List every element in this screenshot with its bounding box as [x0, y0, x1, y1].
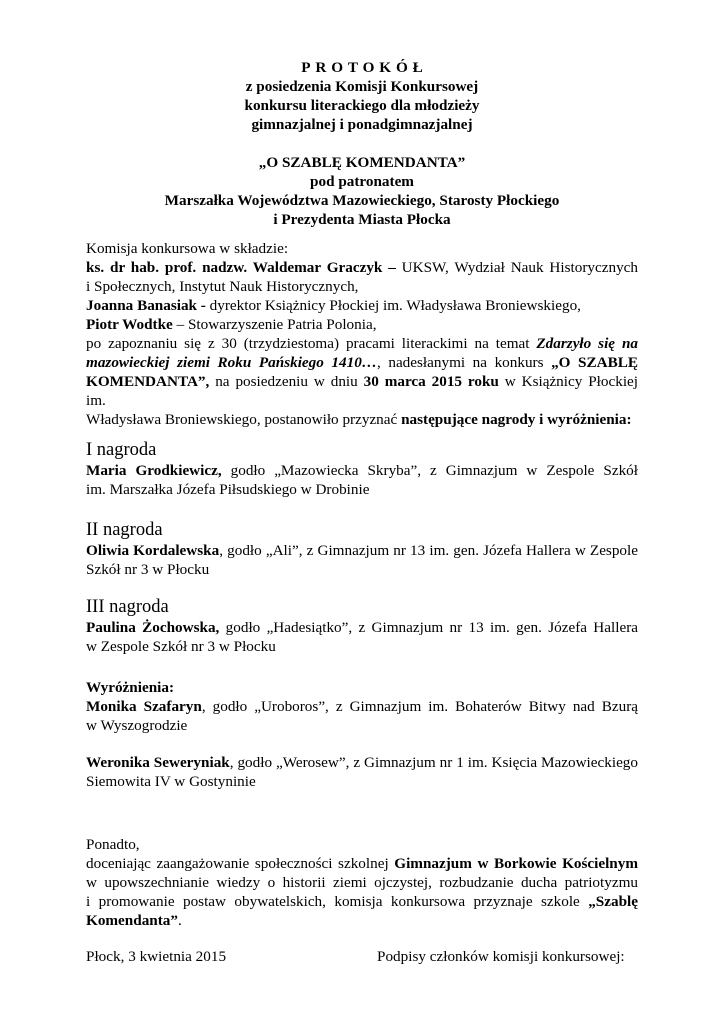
document-header: [0, 58, 724, 229]
closing-ponadto: Ponadto,: [86, 836, 140, 853]
prize-heading: I nagroda: [86, 440, 157, 460]
closing-line: Komendanta”.: [86, 912, 182, 929]
header-line: konkursu literackiego dla młodzieży: [244, 97, 480, 114]
prize-winner: Paulina Żochowska, godło „Hadesiątko”, z Gimnazjum nr 13 im. gen. Józefa Hallera: [86, 619, 638, 636]
closing-line: doceniając zaangażowanie społeczności szkolnej Gimnazjum w Borkowie Kościelnym: [86, 855, 638, 872]
patronage-line: pod patronatem: [310, 173, 414, 190]
distinctions-heading: Wyróżnienia:: [86, 679, 175, 696]
patronage-line: i Prezydenta Miasta Płocka: [273, 211, 451, 228]
prize-heading: II nagroda: [86, 520, 163, 540]
prize-winner-cont: Szkół nr 3 w Płocku: [86, 561, 210, 578]
commission-member: Piotr Wodtke – Stowarzyszenie Patria Polonia,: [86, 316, 377, 333]
distinction-item-cont: w Wyszogrodzie: [86, 717, 188, 734]
decision-line: po zapoznaniu się z 30 (trzydziestoma) pracami literackimi na temat Zdarzyło się na: [86, 335, 638, 352]
document-title: PROTOKÓŁ: [301, 59, 428, 76]
decision-line: KOMENDANTA”, na posiedzeniu w dniu 30 marca 2015 roku w Książnicy Płockiej im.: [86, 373, 638, 409]
decision-line: Władysława Broniewskiego, postanowiło przyznać następujące nagrody i wyróżnienia:: [86, 411, 632, 428]
commission-member-cont: i Społecznych, Instytut Nauk Historycznych,: [86, 278, 359, 295]
commission-intro: Komisja konkursowa w składzie:: [86, 240, 289, 257]
commission-member: Joanna Banasiak - dyrektor Książnicy Płockiej im. Władysława Broniewskiego,: [86, 297, 581, 314]
prize-winner: Oliwia Kordalewska, godło „Ali”, z Gimnazjum nr 13 im. gen. Józefa Hallera w Zespole: [86, 542, 638, 559]
patronage-line: Marszałka Województwa Mazowieckiego, Starosty Płockiego: [164, 192, 560, 209]
prize-heading: III nagroda: [86, 597, 169, 617]
distinction-item: Weronika Seweryniak, godło „Werosew”, z Gimnazjum nr 1 im. Księcia Mazowieckiego: [86, 754, 638, 771]
prize-winner-cont: w Zespole Szkół nr 3 w Płocku: [86, 638, 276, 655]
closing-line: w upowszechnianie wiedzy o historii ziemi ojczystej, rozbudzanie ducha patriotyzmu: [86, 874, 638, 891]
header-line: gimnazjalnej i ponadgimnazjalnej: [251, 116, 473, 133]
contest-name: „O SZABLĘ KOMENDANTA”: [258, 154, 466, 171]
prize-winner-cont: im. Marszałka Józefa Piłsudskiego w Drobinie: [86, 481, 370, 498]
distinction-item: Monika Szafaryn, godło „Uroboros”, z Gimnazjum im. Bohaterów Bitwy nad Bzurą: [86, 698, 638, 715]
distinction-item-cont: Siemowita IV w Gostyninie: [86, 773, 256, 790]
prize-winner: Maria Grodkiewicz, godło „Mazowiecka Skryba”, z Gimnazjum w Zespole Szkół: [86, 462, 638, 479]
place-and-date: Płock, 3 kwietnia 2015: [86, 948, 227, 965]
document-body: [86, 239, 638, 966]
header-line: z posiedzenia Komisji Konkursowej: [245, 78, 479, 95]
decision-line: mazowieckiej ziemi Roku Pańskiego 1410…, nadesłanymi na konkurs „O SZABLĘ: [86, 354, 638, 371]
commission-member: ks. dr hab. prof. nadzw. Waldemar Graczyk – UKSW, Wydział Nauk Historycznych: [86, 259, 638, 276]
signatures-label: Podpisy członków komisji konkursowej:: [377, 948, 625, 965]
closing-line: i promowanie postaw obywatelskich, komisja konkursowa przyznaje szkole „Szablę: [86, 893, 638, 910]
document-footer: [86, 947, 638, 966]
